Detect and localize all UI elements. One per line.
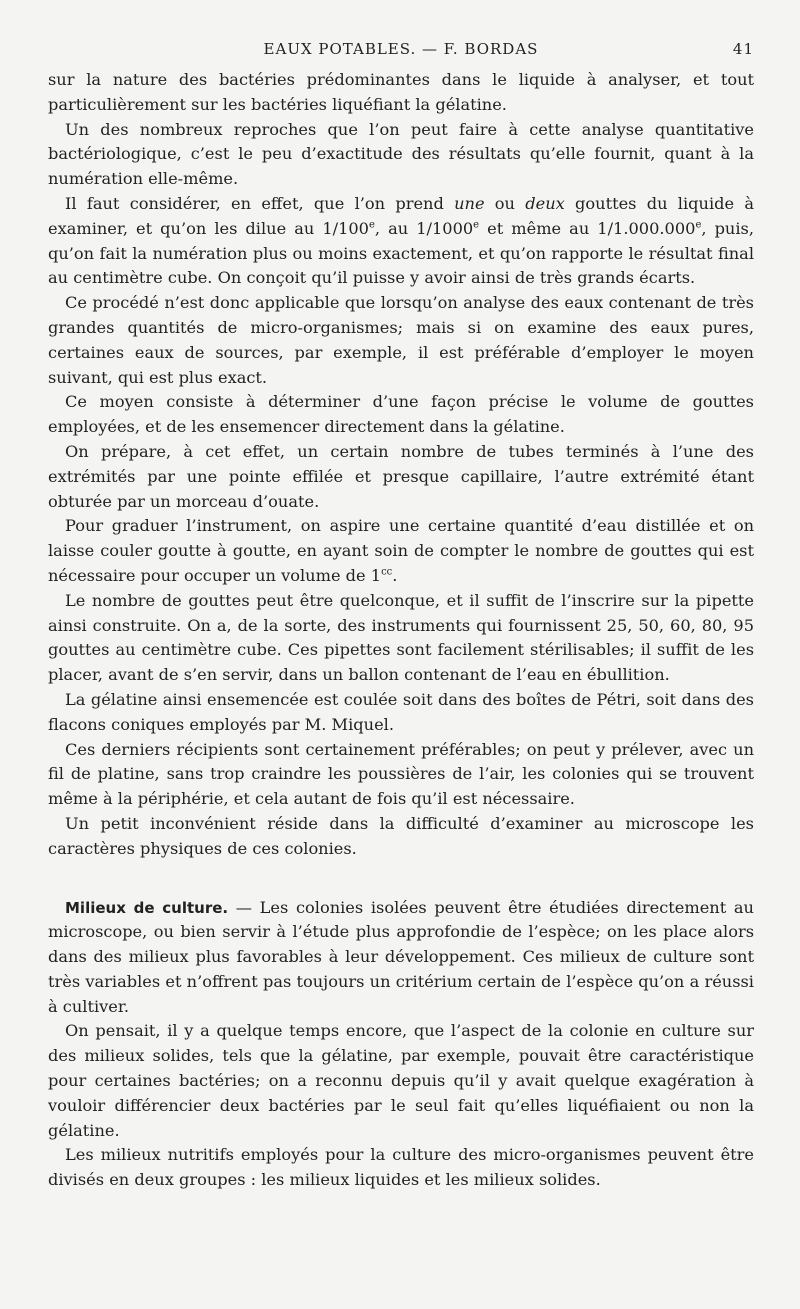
italic-word: deux — [525, 193, 565, 213]
paragraph — [48, 812, 754, 862]
superscript: e — [695, 219, 702, 231]
paragraph — [48, 192, 754, 291]
text-run: et même au 1/1.000.000 — [479, 218, 696, 238]
italic-word: une — [454, 193, 485, 213]
text-run: Ce procédé n’est donc applicable que lorsqu’on analyse des eaux contenant de très grandes quantités de micro-organismes; mais si on examine des eaux pures, certaines eaux de sources, par exemple, il est préférable d’employer le moyen suivant, qui est plus exact. — [48, 293, 754, 387]
paragraph — [48, 1143, 754, 1193]
running-title: EAUX POTABLES. — F. BORDAS — [263, 40, 539, 58]
page-number: 41 — [732, 40, 754, 58]
paragraph — [48, 514, 754, 588]
section-title: Milieux de culture. — [65, 898, 229, 917]
paragraph — [48, 688, 754, 738]
superscript: cc — [381, 566, 393, 578]
paragraph — [48, 291, 754, 390]
book-page — [48, 40, 754, 1193]
text-run: On pensait, il y a quelque temps encore, que l’aspect de la colonie en culture sur des milieux solides, tels que la gélatine, par exemple, pouvait être caractéristique pour certaines bactéries; on a reconnu depuis qu’il y avait quelque exagération à vouloir différencier deux bactéries par le seul fait qu’elles liquéfiaient ou non la gélatine. — [48, 1021, 754, 1140]
paragraph — [48, 118, 754, 192]
paragraph — [48, 68, 754, 118]
paragraph — [48, 896, 754, 1020]
paragraph — [48, 1019, 754, 1143]
text-run: Les milieux nutritifs employés pour la culture des micro-organismes peuvent être divisés en deux groupes : les milieux liquides et les milieux solides. — [48, 1145, 754, 1190]
text-run: . — [392, 565, 398, 585]
text-run: Un petit inconvénient réside dans la difficulté d’examiner au microscope les caractères physiques de ces colonies. — [48, 813, 754, 858]
paragraph — [48, 738, 754, 812]
text-run: ou — [484, 193, 526, 213]
text-run: La gélatine ainsi ensemencée est coulée soit dans des boîtes de Pétri, soit dans des flacons coniques employés par M. Miquel. — [48, 689, 754, 734]
text-run: Il faut considérer, en effet, que l’on prend — [65, 193, 455, 213]
text-run: Ces derniers récipients sont certainement préférables; on peut y prélever, avec un fil de platine, sans trop craindre les poussières de l’air, les colonies qui se trouvent même à la périphérie, et cela autant de fois qu’il est nécessaire. — [48, 739, 754, 809]
text-run: Le nombre de gouttes peut être quelconque, et il suffit de l’inscrire sur la pipette ainsi construite. On a, de la sorte, des instruments qui fournissent 25, 50, 60, 80, 95 gouttes au centimètre cube. Ces pipettes sont facilement stérilisables; il suffit de les placer, avant de s’en servir, dans un ballon contenant de l’eau en ébullition. — [48, 590, 754, 685]
text-run: On prépare, à cet effet, un certain nombre de tubes terminés à l’une des extrémités par une pointe effilée et presque capillaire, l’autre extrémité étant obturée par un morceau d’ouate. — [48, 441, 754, 511]
paragraph — [48, 440, 754, 514]
paragraph — [48, 390, 754, 440]
superscript: e — [368, 219, 375, 231]
body-text — [48, 68, 754, 1193]
superscript: e — [473, 219, 480, 231]
text-run: Un des nombreux reproches que l’on peut faire à cette analyse quantitative bactériologique, c’est le peu d’exactitude des résultats qu’elle fournit, quant à la numération elle-même. — [48, 119, 754, 189]
text-run: — Les colonies isolées peuvent être étudiées directement au microscope, ou bien servir à l’étude plus approfondie de l’espèce; on les place alors dans des milieux plus favorables à leur développement. Ces milieux de culture sont très variables et n’offrent pas toujours un critérium certain de l’espèce qu’on a réussi à cultiver. — [48, 897, 754, 1016]
text-run: , au 1/1000 — [374, 218, 474, 238]
text-run: , puis, qu’on fait la numération plus ou moins exactement, et qu’on rapporte le résultat final au centimètre cube. On conçoit qu’il puisse y avoir ainsi de très grands écarts. — [48, 218, 754, 288]
section-spacer — [48, 862, 754, 896]
text-run: gouttes du liquide à examiner, et qu’on les dilue au 1/100 — [48, 193, 755, 238]
text-run: sur la nature des bactéries prédominantes dans le liquide à analyser, et tout particulièrement sur les bactéries liquéfiant la gélatine. — [48, 70, 754, 114]
paragraph — [48, 589, 754, 688]
running-header — [48, 40, 754, 68]
text-run: Ce moyen consiste à déterminer d’une façon précise le volume de gouttes employées, et de les ensemencer directement dans la gélatine. — [48, 392, 754, 437]
text-run: Pour graduer l’instrument, on aspire une certaine quantité d’eau distillée et on laisse couler goutte à goutte, en ayant soin de compter le nombre de gouttes qui est nécessaire pour occuper un volume de 1 — [48, 516, 754, 585]
